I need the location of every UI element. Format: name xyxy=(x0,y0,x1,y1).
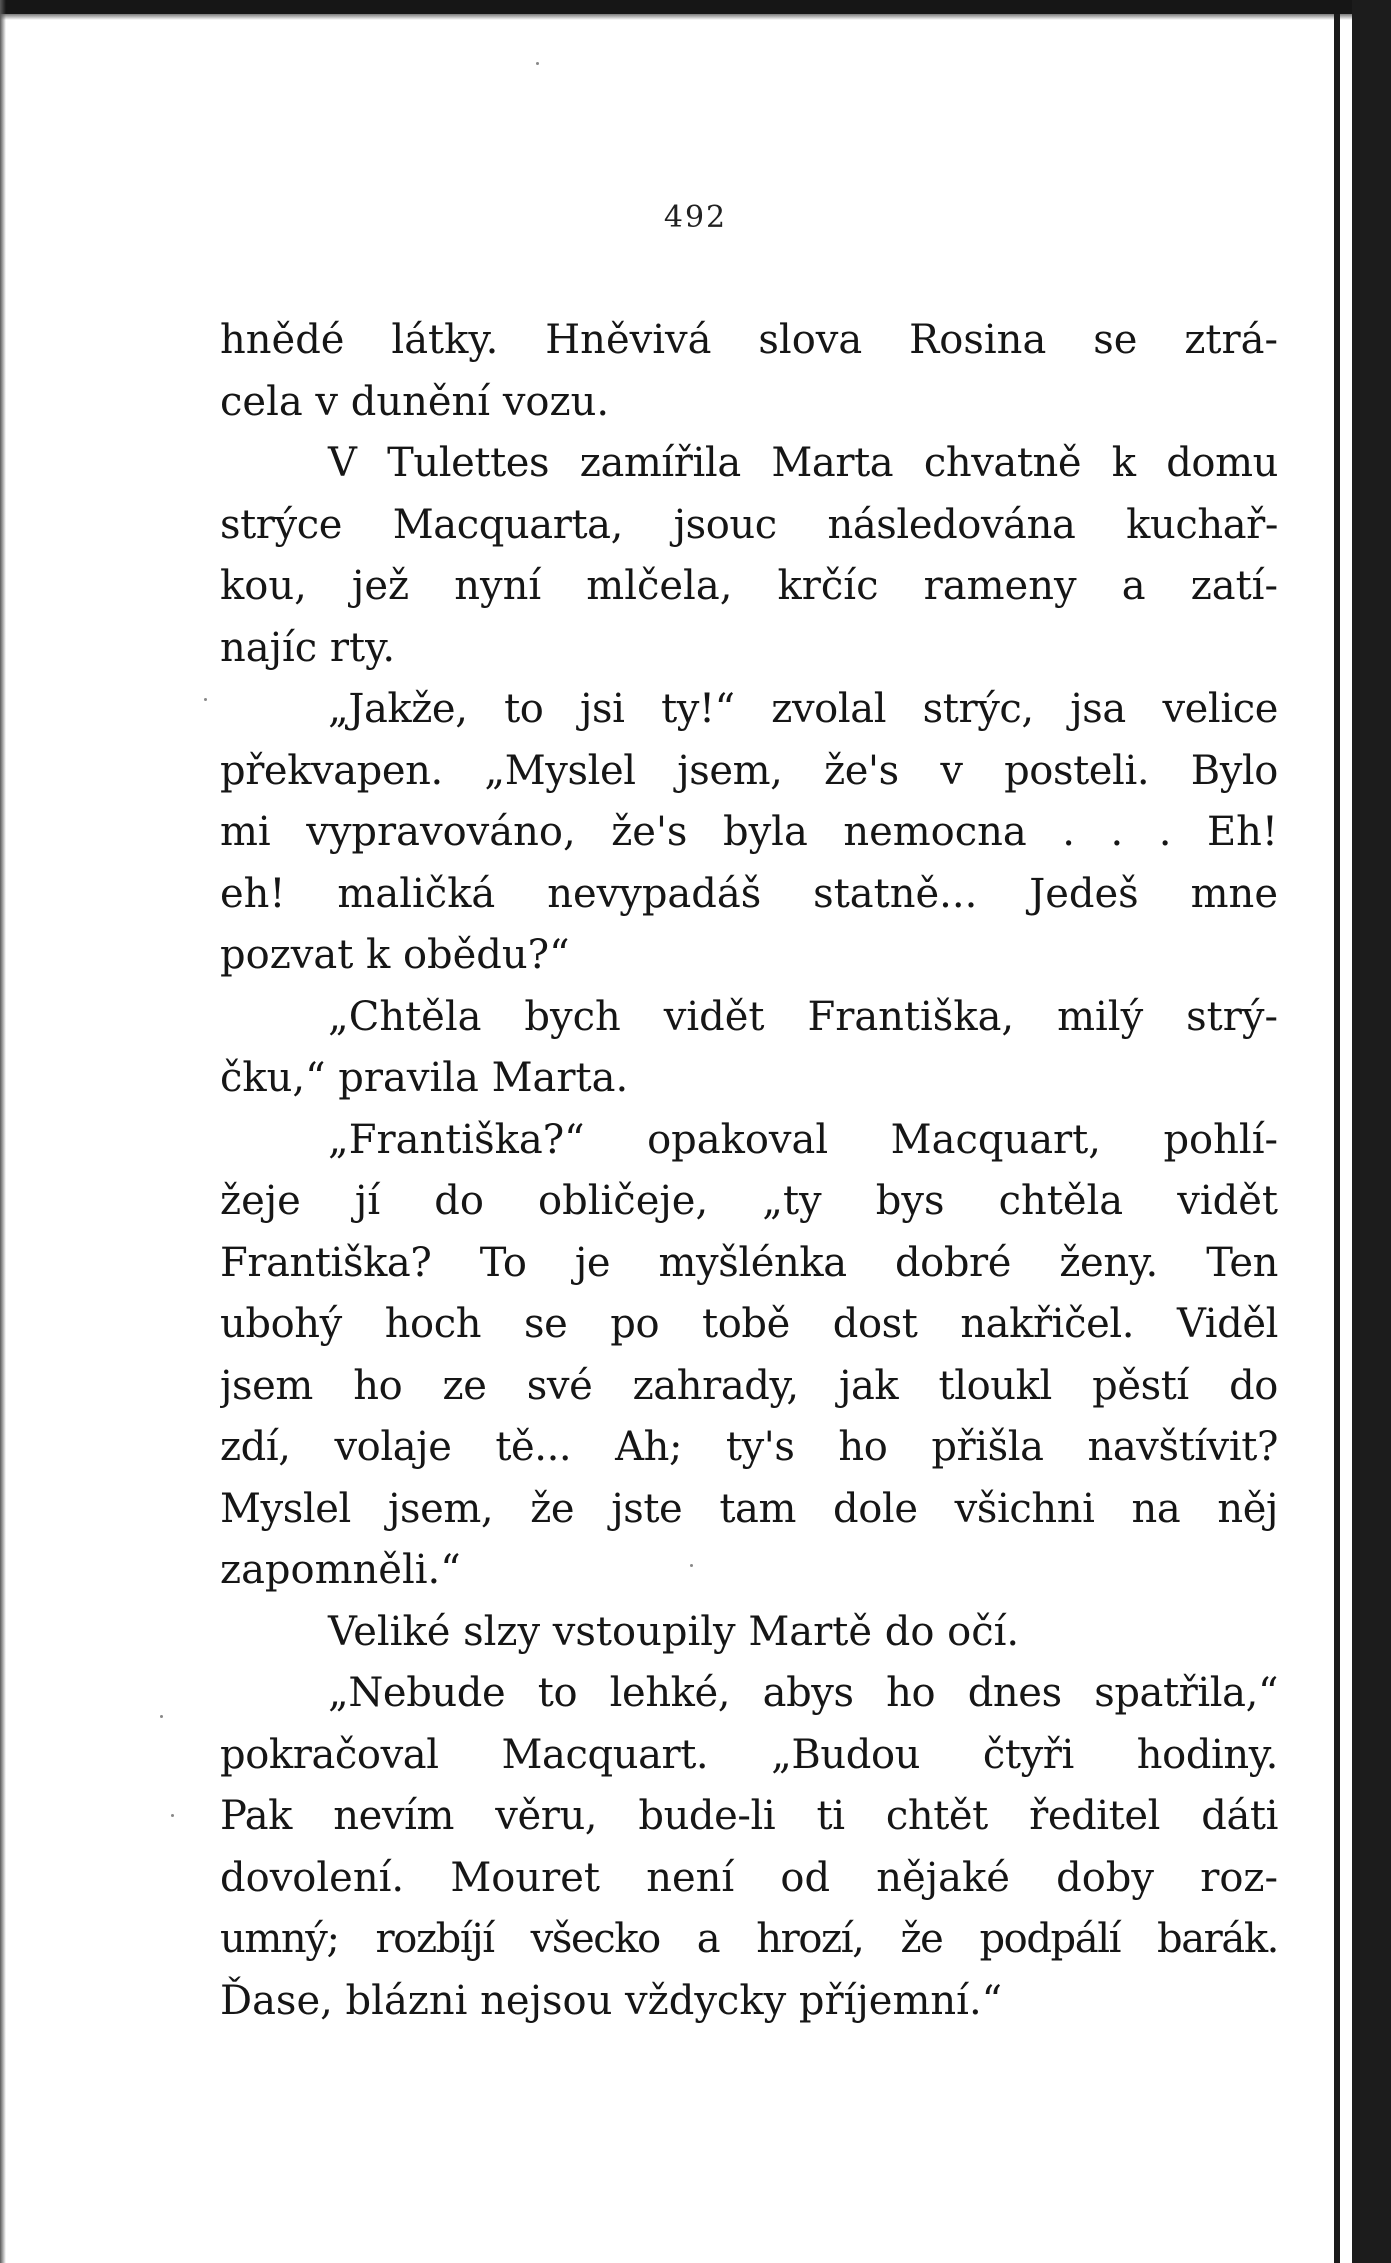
text-line: Veliké slzy vstoupily Martě do očí. xyxy=(328,1608,1020,1655)
text-line: žeje jí do obličeje, „ty bys chtěla vidět xyxy=(220,1178,1278,1224)
text-line: Ďase, blázni nejsou vždycky příjemní.“ xyxy=(220,1977,1003,2024)
text-line: čku,“ pravila Marta. xyxy=(220,1055,629,1101)
page-body-text xyxy=(220,310,1278,2032)
text-line: dovolení. Mouret není od nějaké doby roz- xyxy=(220,1854,1278,1901)
text-line: „Jakže, to jsi ty!“ zvolal strýc, jsa velice xyxy=(328,686,1278,732)
scan-speck xyxy=(204,698,207,701)
text-line: ubohý hoch se po tobě dost nakřičel. Viděl xyxy=(220,1301,1278,1347)
text-line: zapomněli.“ xyxy=(220,1547,461,1593)
page-number: 492 xyxy=(663,200,728,235)
text-line: pokračoval Macquart. „Budou čtyři hodiny. xyxy=(220,1731,1278,1778)
text-line: eh! maličká nevypadáš statně... Jedeš mne xyxy=(220,870,1278,917)
scan-right-edge xyxy=(1352,0,1391,2263)
text-line: pozvat k obědu?“ xyxy=(220,932,570,978)
text-line: hnědé látky. Hněvivá slova Rosina se ztrá- xyxy=(220,317,1278,363)
text-line: „Nebude to lehké, abys ho dnes spatřila,“ xyxy=(328,1670,1278,1716)
scan-binding-line xyxy=(1334,14,1340,2263)
text-line: kou, jež nyní mlčela, krčíc rameny a zatí- xyxy=(220,563,1278,609)
scan-speck xyxy=(160,1715,163,1718)
text-line: Františka? To je myšlénka dobré ženy. Ten xyxy=(220,1239,1278,1286)
text-line: najíc rty. xyxy=(220,624,396,671)
text-line: mi vypravováno, že's byla nemocna . . . Eh! xyxy=(220,809,1278,855)
text-line: překvapen. „Myslel jsem, že's v posteli. Bylo xyxy=(220,747,1278,794)
text-line: Pak nevím věru, bude-li ti chtět ředitel dáti xyxy=(220,1793,1278,1839)
scan-speck xyxy=(171,1814,174,1817)
text-line: jsem ho ze své zahrady, jak tloukl pěstí do xyxy=(220,1362,1278,1409)
text-line: Myslel jsem, že jste tam dole všichni na něj xyxy=(220,1485,1278,1532)
scan-left-edge xyxy=(0,0,6,2263)
scan-speck xyxy=(536,62,539,65)
text-line: „Františka?“ opakoval Macquart, pohlí- xyxy=(328,1116,1278,1163)
scan-top-edge xyxy=(0,0,1391,14)
text-line: cela v dunění vozu. xyxy=(220,378,610,425)
text-line: zdí, volaje tě... Ah; ty's ho přišla navštívit? xyxy=(220,1424,1278,1470)
text-line: umný; rozbíjí všecko a hrozí, že podpálí barák. xyxy=(220,1916,1278,1962)
text-line: V Tulettes zamířila Marta chvatně k domu xyxy=(328,440,1278,486)
text-line: strýce Macquarta, jsouc následována kuchař- xyxy=(220,501,1278,548)
text-line: „Chtěla bych vidět Františka, milý strý- xyxy=(328,993,1278,1040)
